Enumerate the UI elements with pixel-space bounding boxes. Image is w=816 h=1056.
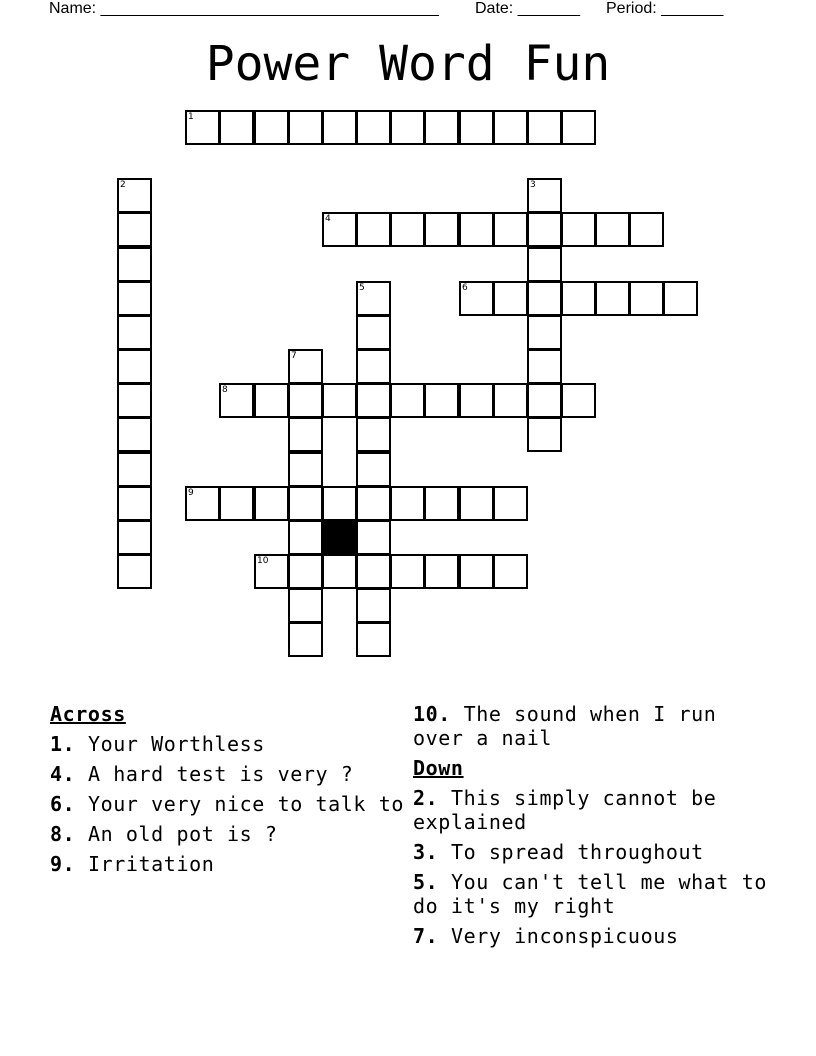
grid-cell[interactable]	[561, 212, 596, 247]
grid-cell[interactable]	[356, 315, 391, 350]
grid-cell[interactable]	[288, 349, 323, 384]
grid-cell[interactable]	[322, 486, 357, 521]
grid-cell[interactable]	[424, 110, 459, 145]
grid-cell[interactable]	[219, 383, 254, 418]
grid-cell[interactable]	[117, 383, 152, 418]
clue-number: 2.	[413, 786, 439, 810]
clue-down-3	[413, 840, 773, 864]
grid-cell[interactable]	[390, 110, 425, 145]
clue-text: An old pot is ?	[87, 822, 278, 846]
clue-number-label: 6	[462, 283, 468, 293]
grid-cell[interactable]	[356, 588, 391, 623]
down-heading: Down	[413, 756, 464, 780]
grid-cell[interactable]	[117, 520, 152, 555]
clue-text: Very inconspicuous	[450, 924, 679, 948]
grid-cell[interactable]	[322, 554, 357, 589]
grid-cell[interactable]	[527, 417, 562, 452]
clue-across-10	[413, 702, 773, 750]
clue-number: 1.	[50, 732, 76, 756]
grid-cell[interactable]	[527, 281, 562, 316]
grid-cell[interactable]	[527, 349, 562, 384]
clue-number-label: 3	[530, 180, 536, 190]
clue-text: Your Worthless	[87, 732, 265, 756]
grid-cell[interactable]	[322, 212, 357, 247]
grid-cell[interactable]	[322, 383, 357, 418]
grid-cell[interactable]	[356, 417, 391, 452]
clue-text: You can't tell me what to do it's my right	[413, 870, 767, 918]
clue-number-label: 2	[120, 180, 126, 190]
grid-cell[interactable]	[117, 417, 152, 452]
grid-cell[interactable]	[117, 212, 152, 247]
clue-down-2	[413, 786, 773, 834]
grid-cell[interactable]	[493, 212, 528, 247]
clue-number-label: 5	[359, 283, 365, 293]
clue-text: A hard test is very ?	[87, 762, 354, 786]
grid-cell[interactable]	[288, 452, 323, 487]
grid-cell[interactable]	[356, 520, 391, 555]
clue-number-label: 8	[222, 385, 228, 395]
grid-cell[interactable]	[117, 315, 152, 350]
grid-cell[interactable]	[493, 486, 528, 521]
clue-across-9	[50, 852, 410, 876]
grid-cell[interactable]	[493, 554, 528, 589]
grid-cell[interactable]	[527, 110, 562, 145]
grid-cell[interactable]	[356, 212, 391, 247]
grid-cell[interactable]	[288, 383, 323, 418]
grid-cell[interactable]	[117, 281, 152, 316]
clue-text: Irritation	[87, 852, 215, 876]
grid-cell[interactable]	[254, 383, 289, 418]
across-heading: Across	[50, 702, 126, 726]
grid-cell[interactable]	[527, 247, 562, 282]
grid-cell[interactable]	[117, 247, 152, 282]
grid-cell[interactable]	[117, 554, 152, 589]
grid-cell[interactable]	[493, 110, 528, 145]
grid-cell[interactable]	[219, 110, 254, 145]
grid-cell[interactable]	[254, 110, 289, 145]
clue-across-8	[50, 822, 410, 846]
clue-number: 3.	[413, 840, 439, 864]
grid-cell[interactable]	[356, 383, 391, 418]
grid-cell[interactable]	[561, 383, 596, 418]
grid-cell[interactable]	[288, 486, 323, 521]
grid-cell[interactable]	[288, 110, 323, 145]
clue-text: This simply cannot be explained	[413, 786, 717, 834]
grid-cell[interactable]	[288, 520, 323, 555]
grid-cell[interactable]	[561, 281, 596, 316]
clue-number-label: 7	[291, 351, 297, 361]
grid-cell[interactable]	[595, 281, 630, 316]
grid-cell[interactable]	[288, 554, 323, 589]
grid-cell[interactable]	[254, 486, 289, 521]
clues-column-right	[413, 702, 773, 954]
grid-cell[interactable]	[493, 383, 528, 418]
grid-cell[interactable]	[288, 417, 323, 452]
grid-cell[interactable]	[424, 554, 459, 589]
grid-cell[interactable]	[493, 281, 528, 316]
grid-cell[interactable]	[629, 212, 664, 247]
name-field[interactable]: Name: ______________________________________	[49, 0, 439, 17]
grid-cell[interactable]	[356, 110, 391, 145]
grid-cell[interactable]	[356, 349, 391, 384]
clue-number: 7.	[413, 924, 439, 948]
grid-cell[interactable]	[185, 110, 220, 145]
clue-number-label: 1	[188, 112, 194, 122]
grid-cell[interactable]	[185, 486, 220, 521]
clue-number-label: 10	[257, 556, 269, 566]
grid-cell[interactable]	[459, 110, 494, 145]
grid-cell[interactable]	[356, 281, 391, 316]
grid-cell[interactable]	[424, 486, 459, 521]
clue-across-6	[50, 792, 410, 816]
grid-cell[interactable]	[356, 452, 391, 487]
grid-cell[interactable]	[527, 383, 562, 418]
clue-number: 9.	[50, 852, 76, 876]
clue-down-7	[413, 924, 773, 948]
grid-cell[interactable]	[527, 315, 562, 350]
grid-cell[interactable]	[390, 554, 425, 589]
clue-number: 8.	[50, 822, 76, 846]
clue-number-label: 4	[325, 214, 331, 224]
grid-cell[interactable]	[117, 178, 152, 213]
grid-cell[interactable]	[424, 383, 459, 418]
grid-cell[interactable]	[595, 212, 630, 247]
grid-cell[interactable]	[459, 281, 494, 316]
grid-cell[interactable]	[219, 486, 254, 521]
grid-cell[interactable]	[288, 588, 323, 623]
clue-down-5	[413, 870, 773, 918]
grid-cell[interactable]	[459, 212, 494, 247]
period-field[interactable]: Period: _______	[606, 0, 724, 17]
clue-number: 10.	[413, 702, 451, 726]
clue-text: To spread throughout	[450, 840, 704, 864]
grid-cell[interactable]	[117, 349, 152, 384]
page-title: Power Word Fun	[205, 36, 611, 92]
clue-number: 4.	[50, 762, 76, 786]
grid-cell[interactable]	[663, 281, 698, 316]
grid-cell[interactable]	[459, 486, 494, 521]
black-square	[322, 520, 357, 555]
clues-column-left	[50, 702, 410, 882]
grid-cell[interactable]	[390, 212, 425, 247]
clue-text: Your very nice to talk to	[87, 792, 404, 816]
clue-number-label: 9	[188, 488, 194, 498]
grid-cell[interactable]	[356, 554, 391, 589]
grid-cell[interactable]	[527, 178, 562, 213]
grid-cell[interactable]	[254, 554, 289, 589]
grid-cell[interactable]	[117, 486, 152, 521]
clue-text: The sound when I run over a nail	[413, 702, 717, 750]
grid-cell[interactable]	[424, 212, 459, 247]
grid-cell[interactable]	[356, 622, 391, 657]
date-field[interactable]: Date: _______	[475, 0, 580, 17]
clue-across-1	[50, 732, 410, 756]
grid-cell[interactable]	[459, 383, 494, 418]
grid-cell[interactable]	[356, 486, 391, 521]
grid-cell[interactable]	[527, 212, 562, 247]
grid-cell[interactable]	[117, 452, 152, 487]
clue-number: 5.	[413, 870, 439, 894]
clue-across-4	[50, 762, 410, 786]
grid-cell[interactable]	[390, 383, 425, 418]
grid-cell[interactable]	[459, 554, 494, 589]
grid-cell[interactable]	[629, 281, 664, 316]
grid-cell[interactable]	[561, 110, 596, 145]
clue-number: 6.	[50, 792, 76, 816]
grid-cell[interactable]	[390, 486, 425, 521]
grid-cell[interactable]	[288, 622, 323, 657]
grid-cell[interactable]	[322, 110, 357, 145]
